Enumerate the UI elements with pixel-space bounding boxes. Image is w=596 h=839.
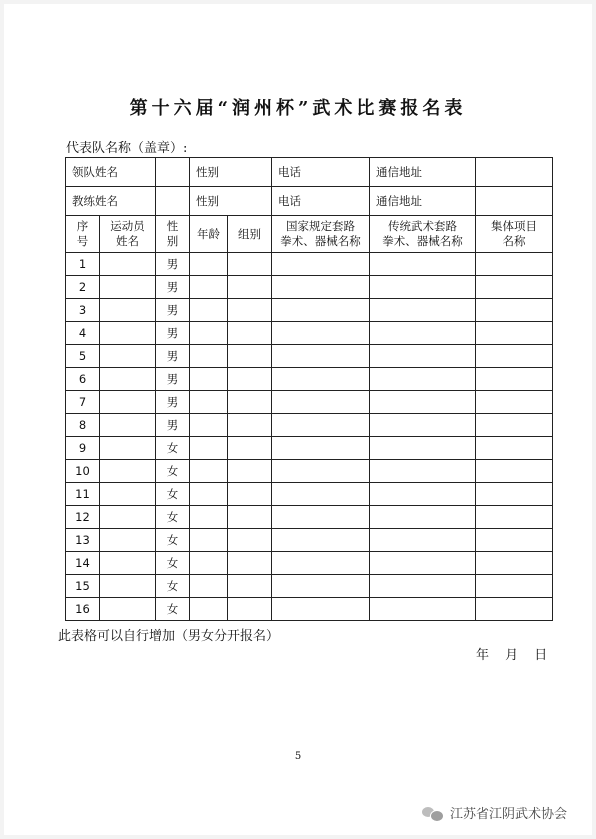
table-cell[interactable]	[190, 368, 228, 391]
table-cell[interactable]	[228, 414, 272, 437]
row-number: 13	[66, 529, 100, 552]
table-cell[interactable]	[100, 575, 156, 598]
table-cell[interactable]	[228, 391, 272, 414]
table-cell[interactable]	[272, 299, 370, 322]
row-number: 16	[66, 598, 100, 621]
page-number: 5	[294, 751, 302, 762]
table-cell[interactable]	[476, 322, 553, 345]
table-cell[interactable]	[228, 529, 272, 552]
row-number: 4	[66, 322, 100, 345]
table-row	[66, 368, 553, 391]
coach-name-field[interactable]	[156, 187, 190, 216]
table-cell[interactable]	[100, 460, 156, 483]
table-row	[66, 598, 553, 621]
table-cell[interactable]	[100, 253, 156, 276]
row-number: 11	[66, 483, 100, 506]
leader-address-cell[interactable]	[370, 158, 476, 187]
table-cell[interactable]	[100, 322, 156, 345]
leader-address-label: 通信地址	[376, 165, 422, 179]
column-header-line: 号	[76, 234, 89, 248]
table-cell[interactable]	[370, 529, 476, 552]
column-header	[100, 216, 156, 253]
table-cell[interactable]	[190, 506, 228, 529]
watermark	[422, 803, 567, 822]
table-cell[interactable]	[228, 253, 272, 276]
row-gender: 女	[156, 529, 190, 552]
leader-phone-label: 电话	[278, 165, 301, 179]
table-cell[interactable]	[370, 414, 476, 437]
table-cell[interactable]	[272, 276, 370, 299]
table-cell[interactable]	[100, 552, 156, 575]
column-header	[228, 216, 272, 253]
table-cell[interactable]	[228, 437, 272, 460]
row-gender: 女	[156, 437, 190, 460]
table-cell[interactable]	[100, 483, 156, 506]
registration-table	[65, 157, 553, 621]
table-cell[interactable]	[272, 552, 370, 575]
table-cell[interactable]	[272, 253, 370, 276]
table-cell[interactable]	[476, 437, 553, 460]
table-cell[interactable]	[476, 345, 553, 368]
table-cell[interactable]	[476, 391, 553, 414]
table-cell[interactable]	[228, 299, 272, 322]
table-cell[interactable]	[190, 391, 228, 414]
table-cell[interactable]	[476, 368, 553, 391]
column-header	[190, 216, 228, 253]
table-row	[66, 299, 553, 322]
table-cell[interactable]	[100, 598, 156, 621]
table-cell[interactable]	[476, 506, 553, 529]
row-gender: 男	[156, 276, 190, 299]
row-number: 14	[66, 552, 100, 575]
table-cell[interactable]	[272, 437, 370, 460]
column-header	[156, 216, 190, 253]
row-gender: 男	[156, 345, 190, 368]
coach-address-label: 通信地址	[376, 194, 422, 208]
column-header-line: 名称	[502, 234, 526, 248]
table-cell[interactable]	[190, 598, 228, 621]
table-cell[interactable]	[100, 437, 156, 460]
table-cell[interactable]	[476, 529, 553, 552]
table-cell[interactable]	[272, 345, 370, 368]
table-cell[interactable]	[228, 322, 272, 345]
row-number: 10	[66, 460, 100, 483]
table-cell[interactable]	[100, 368, 156, 391]
leader-address-field[interactable]	[476, 158, 553, 187]
row-gender: 男	[156, 299, 190, 322]
table-cell[interactable]	[272, 414, 370, 437]
coach-name-label: 教练姓名	[66, 187, 156, 216]
table-row	[66, 253, 553, 276]
row-gender: 男	[156, 391, 190, 414]
wechat-icon	[422, 805, 444, 821]
table-cell[interactable]	[476, 575, 553, 598]
table-cell[interactable]	[476, 299, 553, 322]
table-cell[interactable]	[272, 506, 370, 529]
table-row	[66, 391, 553, 414]
table-cell[interactable]	[370, 437, 476, 460]
table-cell[interactable]	[190, 299, 228, 322]
row-number: 7	[66, 391, 100, 414]
table-cell[interactable]	[228, 506, 272, 529]
column-header-line: 组别	[238, 226, 261, 241]
leader-name-label: 领队姓名	[66, 158, 156, 187]
table-cell[interactable]	[370, 345, 476, 368]
table-cell[interactable]	[190, 460, 228, 483]
column-header-line: 性	[166, 219, 179, 233]
table-cell[interactable]	[190, 322, 228, 345]
table-note: 此表格可以自行增加（男女分开报名）	[58, 629, 280, 644]
table-cell[interactable]	[100, 345, 156, 368]
table-row	[66, 414, 553, 437]
coach-address-cell[interactable]	[370, 187, 476, 216]
table-cell[interactable]	[370, 253, 476, 276]
row-number: 6	[66, 368, 100, 391]
row-number: 12	[66, 506, 100, 529]
table-cell[interactable]	[190, 414, 228, 437]
table-cell[interactable]	[190, 276, 228, 299]
row-number: 1	[66, 253, 100, 276]
table-cell[interactable]	[370, 552, 476, 575]
row-gender: 男	[156, 253, 190, 276]
row-number: 15	[66, 575, 100, 598]
table-cell[interactable]	[370, 483, 476, 506]
table-cell[interactable]	[228, 460, 272, 483]
table-cell[interactable]	[190, 437, 228, 460]
table-cell[interactable]	[476, 598, 553, 621]
table-row	[66, 276, 553, 299]
table-row	[66, 529, 553, 552]
column-header-line: 别	[166, 234, 179, 248]
column-header-line: 传统武术套路	[388, 219, 457, 233]
table-cell[interactable]	[228, 368, 272, 391]
table-cell[interactable]	[272, 483, 370, 506]
table-cell[interactable]	[272, 575, 370, 598]
coach-phone-cell[interactable]	[272, 187, 370, 216]
column-header	[272, 216, 370, 253]
table-cell[interactable]	[370, 506, 476, 529]
row-gender: 男	[156, 368, 190, 391]
row-gender: 女	[156, 483, 190, 506]
table-row	[66, 437, 553, 460]
table-cell[interactable]	[370, 299, 476, 322]
leader-phone-cell[interactable]	[272, 158, 370, 187]
table-cell[interactable]	[228, 276, 272, 299]
row-number: 3	[66, 299, 100, 322]
table-cell[interactable]	[228, 345, 272, 368]
column-header-line: 拳术、器械名称	[280, 234, 361, 248]
table-cell[interactable]	[370, 598, 476, 621]
table-cell[interactable]	[370, 368, 476, 391]
table-cell[interactable]	[190, 529, 228, 552]
table-cell[interactable]	[476, 483, 553, 506]
table-cell[interactable]	[190, 575, 228, 598]
table-cell[interactable]	[228, 598, 272, 621]
table-row	[66, 552, 553, 575]
column-header-line: 集体项目	[491, 219, 537, 233]
table-row	[66, 506, 553, 529]
table-cell[interactable]	[272, 598, 370, 621]
table-cell[interactable]	[190, 483, 228, 506]
leader-gender-label: 性别	[190, 158, 272, 187]
column-header-line: 序	[76, 219, 89, 233]
table-cell[interactable]	[476, 276, 553, 299]
table-cell[interactable]	[272, 322, 370, 345]
column-header	[370, 216, 476, 253]
table-row	[66, 322, 553, 345]
table-cell[interactable]	[228, 552, 272, 575]
coach-address-field[interactable]	[476, 187, 553, 216]
column-header-line: 姓名	[116, 234, 139, 248]
team-name-label: 代表队名称（盖章）:	[66, 141, 188, 156]
table-cell[interactable]	[370, 460, 476, 483]
row-gender: 女	[156, 598, 190, 621]
table-cell[interactable]	[272, 368, 370, 391]
table-cell[interactable]	[476, 552, 553, 575]
table-cell[interactable]	[100, 391, 156, 414]
coach-gender-label: 性别	[190, 187, 272, 216]
table-row	[66, 345, 553, 368]
table-cell[interactable]	[476, 460, 553, 483]
table-cell[interactable]	[228, 483, 272, 506]
row-number: 9	[66, 437, 100, 460]
table-cell[interactable]	[370, 391, 476, 414]
coach-phone-label: 电话	[278, 194, 301, 208]
table-cell[interactable]	[190, 253, 228, 276]
table-cell[interactable]	[370, 322, 476, 345]
table-row	[66, 483, 553, 506]
column-header	[66, 216, 100, 253]
table-cell[interactable]	[228, 575, 272, 598]
table-cell[interactable]	[190, 552, 228, 575]
row-gender: 女	[156, 575, 190, 598]
table-cell[interactable]	[100, 529, 156, 552]
table-cell[interactable]	[476, 253, 553, 276]
table-cell[interactable]	[100, 299, 156, 322]
row-number: 8	[66, 414, 100, 437]
table-header-row	[66, 216, 553, 253]
table-cell[interactable]	[272, 460, 370, 483]
date-line: 年 月 日	[476, 648, 548, 663]
row-number: 2	[66, 276, 100, 299]
row-gender: 女	[156, 552, 190, 575]
form-title: 第十六届“润州杯”武术比赛报名表	[129, 98, 467, 119]
leader-info-row	[66, 158, 553, 187]
coach-info-row	[66, 187, 553, 216]
column-header-line: 国家规定套路	[286, 219, 355, 233]
column-header-line: 拳术、器械名称	[382, 234, 463, 248]
row-number: 5	[66, 345, 100, 368]
table-cell[interactable]	[272, 391, 370, 414]
leader-name-field[interactable]	[156, 158, 190, 187]
table-cell[interactable]	[370, 276, 476, 299]
column-header-line: 运动员	[110, 219, 145, 233]
column-header	[476, 216, 553, 253]
watermark-text: 江苏省江阴武术协会	[450, 807, 568, 822]
row-gender: 男	[156, 414, 190, 437]
table-cell[interactable]	[190, 345, 228, 368]
table-cell[interactable]	[272, 529, 370, 552]
row-gender: 女	[156, 460, 190, 483]
column-header-line: 年龄	[197, 226, 220, 241]
table-cell[interactable]	[476, 414, 553, 437]
table-row	[66, 460, 553, 483]
row-gender: 女	[156, 506, 190, 529]
table-cell[interactable]	[100, 276, 156, 299]
table-cell[interactable]	[100, 414, 156, 437]
table-cell[interactable]	[370, 575, 476, 598]
table-cell[interactable]	[100, 506, 156, 529]
row-gender: 男	[156, 322, 190, 345]
table-row	[66, 575, 553, 598]
